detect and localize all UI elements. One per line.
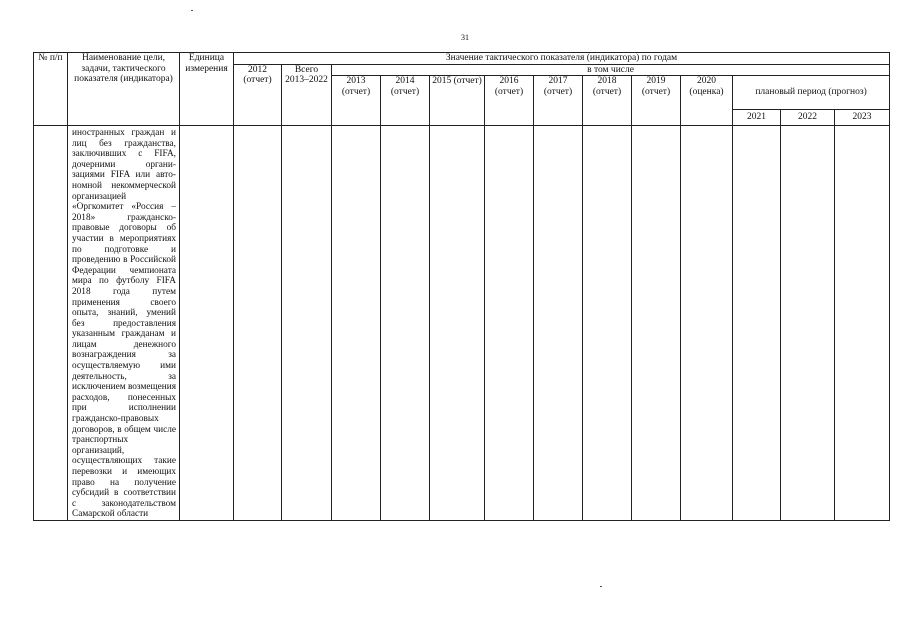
row-value-cell (430, 126, 485, 521)
header-unit: Единица измерения (180, 53, 234, 126)
row-unit-cell (180, 126, 234, 521)
row-value-cell (583, 126, 632, 521)
header-year-2018: 2018 (отчет) (583, 76, 632, 126)
header-year-2013: 2013 (отчет) (332, 76, 381, 126)
row-value-cell (332, 126, 381, 521)
scan-speck (600, 586, 602, 587)
row-value-cell (835, 126, 890, 521)
row-name-cell: иностранных граждан и лиц без гражданства, заключивших с FIFA, дочерними организациями FIFA или автономной некоммерческой организацией «Оргкомитет «Россия – 2018» гражданско-правовые договоры об участии в мероприятиях по подготовке и проведению в Российской Федерации чемпионата мира по футболу FIFA 2018 года путем применения своего опыта, знаний, умений без предоставления указанным гражданам и лицам денежного вознаграждения за осуществляемую ими деятельность, за исключением возмещения расходов, понесенных при исполнении гражданско-правовых договоров, в общем числе транспортных организаций, осуществляющих такие перевозки и имеющих право на получение субсидий в соответствии с законодательством Самарской области (68, 126, 180, 521)
row-value-cell (381, 126, 430, 521)
header-year-2021: 2021 (733, 110, 781, 126)
header-year-2020: 2020 (оценка) (681, 76, 733, 126)
header-number: № п/п (34, 53, 68, 126)
page-number: 31 (461, 33, 469, 42)
row-value-cell (681, 126, 733, 521)
indicator-table-wrap (33, 52, 889, 521)
header-year-2023: 2023 (835, 110, 890, 126)
indicator-table (33, 52, 890, 521)
header-forecast-period: плановый период (прогноз) (733, 76, 890, 110)
header-year-2017: 2017 (отчет) (534, 76, 583, 126)
header-values-by-year: Значение тактического показателя (индикатора) по годам (234, 53, 890, 65)
header-name: Наименование цели, задачи, тактического показателя (индикатора) (68, 53, 180, 126)
row-value-cell (234, 126, 282, 521)
row-value-cell (485, 126, 534, 521)
header-year-2022: 2022 (781, 110, 835, 126)
header-year-2019: 2019 (отчет) (632, 76, 681, 126)
header-year-2015: 2015 (отчет) (430, 76, 485, 126)
row-value-cell (282, 126, 332, 521)
header-year-2014: 2014 (отчет) (381, 76, 430, 126)
header-year-2012: 2012 (отчет) (234, 64, 282, 126)
row-value-cell (632, 126, 681, 521)
scan-speck (191, 10, 193, 11)
table-row (34, 126, 890, 521)
row-value-cell (781, 126, 835, 521)
header-year-2016: 2016 (отчет) (485, 76, 534, 126)
row-value-cell (534, 126, 583, 521)
header-including: в том числе (332, 64, 890, 76)
header-total: Всего 2013–2022 (282, 64, 332, 126)
row-value-cell (733, 126, 781, 521)
row-number-cell (34, 126, 68, 521)
